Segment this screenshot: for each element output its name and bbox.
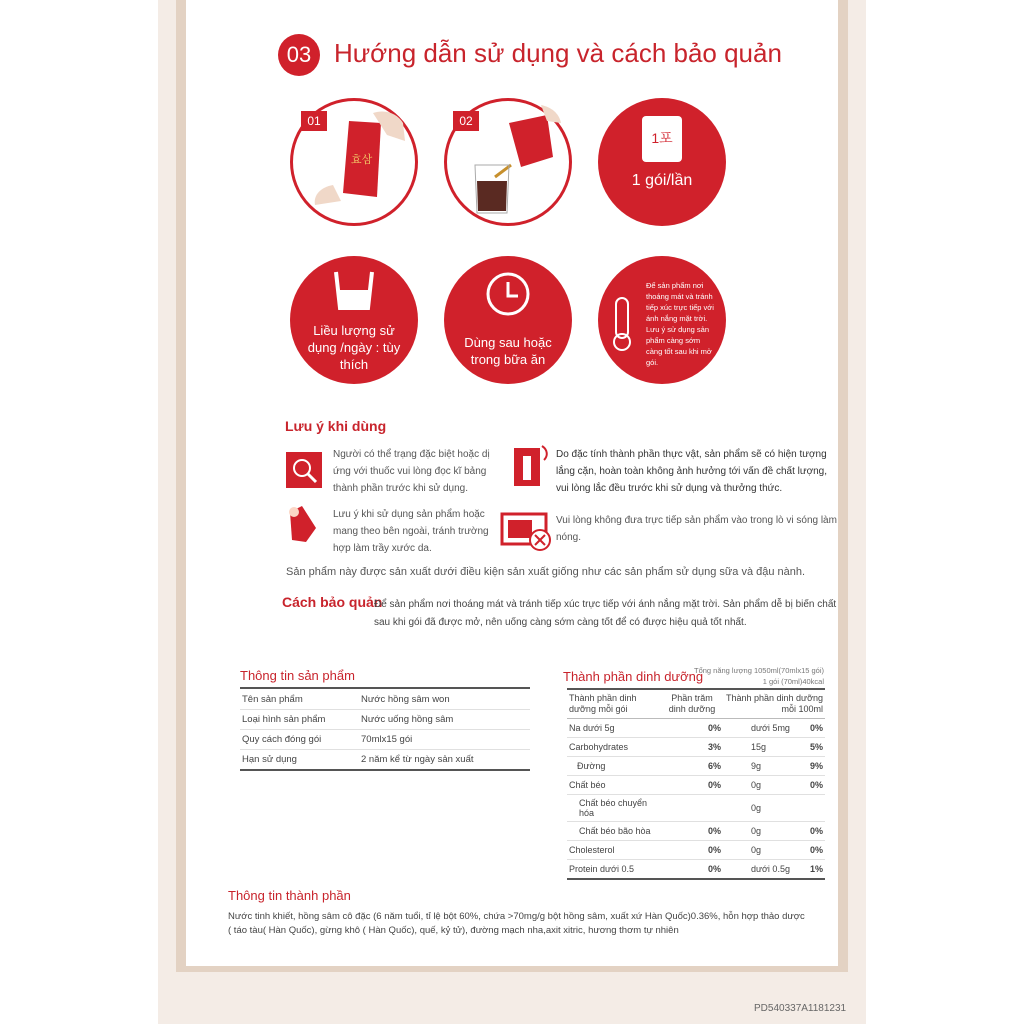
storage-circle-label: Để sản phẩm nơi thoáng mát và tránh tiếp xúc trực tiếp với ánh nắng mặt trời. Lưu ý sử dụng sản phẩm càng sớm càng tốt sau khi mở gói.: [646, 281, 714, 367]
nutrient-percent: 0%: [661, 719, 723, 738]
dosage-circle: [290, 256, 418, 384]
nutrient-percent: 0%: [661, 860, 723, 880]
table-row: [567, 841, 825, 860]
product-info-table: [240, 690, 530, 771]
nutrition-header-row: [567, 690, 825, 719]
row-key: Hạn sử dụng: [240, 750, 359, 771]
nutrient-percent: 0%: [661, 822, 723, 841]
note-sediment: Do đặc tính thành phần thực vật, sản phẩm sẽ có hiện tượng lắng cặn, hoàn toàn không ảnh hưởng tới vấn đề chất lượng, vui lòng lắc đều trước khi sử dụng và thưởng thức.: [556, 449, 828, 494]
nutrient-percent-100ml: 0%: [803, 822, 825, 841]
table-row: [567, 822, 825, 841]
nutrient-name: Cholesterol: [567, 841, 661, 860]
table-row: [567, 757, 825, 776]
nutrition-col-3: Thành phần dinh dưỡng mỗi 100ml: [723, 690, 825, 719]
nutrient-amount: 9g: [723, 757, 803, 776]
no-microwave-icon: [500, 512, 552, 554]
nutrient-name: Chất béo bão hòa: [567, 822, 661, 841]
nutrient-percent-100ml: 5%: [803, 738, 825, 757]
row-value: 2 năm kể từ ngày sản xuất: [359, 750, 530, 771]
nutrient-percent-100ml: 1%: [803, 860, 825, 880]
nutrient-name: Carbohydrates: [567, 738, 661, 757]
step-2-circle: [444, 98, 572, 226]
table-row: [240, 690, 530, 710]
storage-text: Để sản phẩm nơi thoáng mát và tránh tiếp xúc trực tiếp với ánh nắng mặt trời. Sản phẩm dễ bị biến chất sau khi gói đã được mở, nên uống càng sớm càng tốt để có được hiệu quả tốt nhất.: [374, 599, 837, 628]
nutrient-percent: 0%: [661, 776, 723, 795]
nutrition-title: Thành phần dinh dưỡng: [563, 669, 704, 684]
table-row: [240, 730, 530, 750]
nutrient-name: Đường: [567, 757, 661, 776]
nutrient-percent: 3%: [661, 738, 723, 757]
row-key: Tên sản phẩm: [240, 690, 359, 710]
nutrition-col-1: Thành phần dinh dưỡng mỗi gói: [567, 690, 661, 719]
nutrient-amount: 0g: [723, 776, 803, 795]
nutrient-percent-100ml: 0%: [803, 776, 825, 795]
row-key: Quy cách đóng gói: [240, 730, 359, 750]
step-1-tag: 01: [301, 111, 327, 131]
table-row: [567, 860, 825, 880]
nutrient-amount: 0g: [723, 841, 803, 860]
storage-circle: [598, 256, 726, 384]
nutrient-percent: 6%: [661, 757, 723, 776]
packet-icon-label: 1포: [651, 130, 673, 146]
table-row: [567, 776, 825, 795]
nutrient-percent: 0%: [661, 841, 723, 860]
nutrient-amount: 15g: [723, 738, 803, 757]
product-info-rule: [240, 687, 530, 689]
timing-circle: [444, 256, 572, 384]
note-microwave: Vui lòng không đưa trực tiếp sản phẩm vào trong lò vi sóng làm nóng.: [556, 515, 837, 543]
nutrient-percent-100ml: [803, 795, 825, 822]
row-key: Loại hình sản phẩm: [240, 710, 359, 730]
nutrition-energy-total: Tổng năng lượng 1050ml(70mlx15 gói): [693, 666, 824, 675]
section-number-badge: 03: [278, 34, 320, 76]
nutrient-name: Chất béo chuyển hóa: [567, 795, 661, 822]
table-row: [567, 738, 825, 757]
dose-label: 1 gói/lần: [631, 172, 693, 189]
step-1-circle: [290, 98, 418, 226]
table-row: [567, 719, 825, 738]
svg-text:효삼: 효삼: [351, 154, 373, 166]
step-3-circle: [598, 98, 726, 226]
table-row: [240, 750, 530, 771]
nutrient-name: Chất béo: [567, 776, 661, 795]
magnifier-icon: [284, 450, 324, 490]
storage-title: Cách bảo quản: [282, 594, 383, 610]
nutrient-name: Protein dưới 0.5: [567, 860, 661, 880]
nutrition-col-2: Phần trăm dinh dưỡng: [661, 690, 723, 719]
nutrient-percent: [661, 795, 723, 822]
nutrient-amount: 0g: [723, 822, 803, 841]
step-2-tag: 02: [453, 111, 479, 131]
product-info-title: Thông tin sản phẩm: [240, 668, 355, 683]
nutrient-percent-100ml: 0%: [803, 719, 825, 738]
notes-title: Lưu ý khi dùng: [285, 418, 387, 434]
nutrient-name: Na dưới 5g: [567, 719, 661, 738]
nutrient-amount: dưới 5mg: [723, 719, 803, 738]
nutrition-table: [567, 690, 825, 880]
note-scratch: Lưu ý khi sử dụng sản phẩm hoặc mang theo bên ngoài, tránh trường hợp làm trầy xước da.: [333, 509, 489, 554]
product-code: PD540337A1181231: [754, 1003, 847, 1014]
shake-bottle-icon: [510, 442, 550, 490]
finger-scratch-icon: [282, 502, 322, 546]
row-value: Nước hồng sâm won: [359, 690, 530, 710]
nutrient-amount: 0g: [723, 795, 803, 822]
manufacturing-note: Sản phẩm này được sản xuất dưới điều kiện sản xuất giống như các sản phẩm sử dụng sữa và đậu nành.: [286, 566, 806, 578]
dosage-label: Liều lượng sử dụng /ngày : tùy thích: [307, 323, 401, 372]
nutrient-percent-100ml: 9%: [803, 757, 825, 776]
section-title: Hướng dẫn sử dụng và cách bảo quản: [334, 38, 782, 68]
nutrient-amount: dưới 0.5g: [723, 860, 803, 880]
table-row: [567, 795, 825, 822]
timing-label: Dùng sau hoặc trong bữa ăn: [464, 335, 552, 367]
ingredients-title: Thông tin thành phần: [228, 888, 351, 903]
nutrient-percent-100ml: 0%: [803, 841, 825, 860]
row-value: Nước uống hồng sâm: [359, 710, 530, 730]
row-value: 70mlx15 gói: [359, 730, 530, 750]
nutrition-energy-per-pack: 1 gói (70ml)40kcal: [762, 677, 824, 686]
table-row: [240, 710, 530, 730]
note-allergy: Người có thể trạng đặc biệt hoặc dị ứng với thuốc vui lòng đọc kĩ bảng thành phần trước khi sử dụng.: [333, 449, 490, 494]
ingredients-text: Nước tinh khiết, hồng sâm cô đặc (6 năm tuổi, tỉ lệ bột 60%, chứa >70mg/g bột hồng sâm, xuất xứ Hàn Quốc)0.36%, hỗn hợp thảo dược ( táo tàu( Hàn Quốc), gừng khô ( Hàn Quốc), quế, kỷ tử), đường mạch nha,axit xitric, hương thơm tự nhiên: [228, 911, 805, 936]
